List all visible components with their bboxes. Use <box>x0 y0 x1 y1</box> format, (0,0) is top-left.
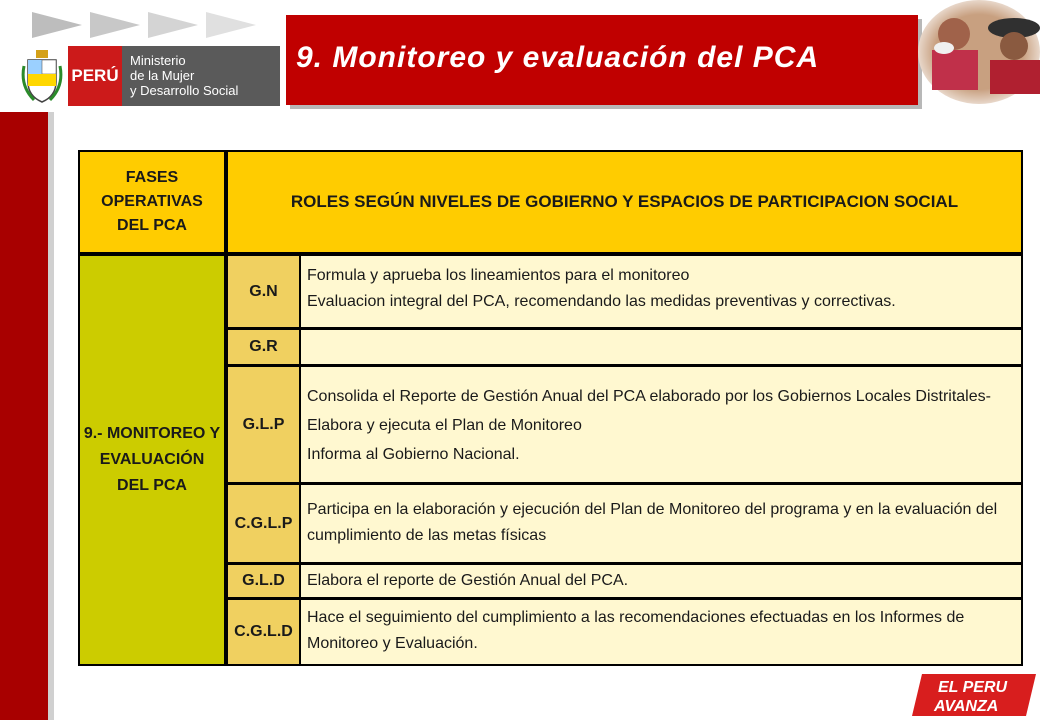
desc-cell-cglp <box>301 485 1021 562</box>
header-roles <box>228 152 1021 252</box>
desc-line: Consolida el Reporte de Gestión Anual del PCA elaborado por los Gobiernos Locales Distritales- <box>307 388 991 405</box>
ministry-name <box>122 46 280 106</box>
desc-cell-gr <box>301 330 1021 364</box>
desc-line: Hace el seguimiento del cumplimiento a las recomendaciones efectuadas en los Informes de <box>307 609 965 626</box>
header-roles-text: ROLES SEGÚN NIVELES DE GOBIERNO Y ESPACIOS DE PARTICIPACION SOCIAL <box>290 192 959 211</box>
desc-line: Informa al Gobierno Nacional. <box>307 446 520 463</box>
level-cell-cglp: C.G.L.P <box>228 485 299 562</box>
children-photo-icon <box>918 0 1040 104</box>
level-cell-gn: G.N <box>228 256 299 327</box>
desc-line: Elabora el reporte de Gestión Anual del PCA. <box>307 572 629 589</box>
peru-logo-text: PERÚ <box>68 46 122 106</box>
desc-cell-gld <box>301 565 1021 597</box>
level-cell-glp: G.L.P <box>228 367 299 482</box>
roles-table <box>78 150 1023 666</box>
header-fases-text: FASES OPERATIVAS DEL PCA <box>101 169 203 234</box>
level-cell-gld: G.L.D <box>228 565 299 597</box>
desc-line: Participa en la elaboración y ejecución del Plan de Monitoreo del programa y en la evaluación del <box>307 501 998 518</box>
ministry-line-1: Ministerio <box>130 53 186 68</box>
level-cell-gr: G.R <box>228 330 299 364</box>
desc-line: Formula y aprueba los lineamientos para el monitoreo <box>307 267 690 284</box>
desc-line: cumplimiento de las metas físicas <box>307 527 547 544</box>
left-decorative-shadow <box>48 112 54 720</box>
desc-line: Elabora y ejecuta el Plan de Monitoreo <box>307 417 582 434</box>
desc-line: Monitoreo y Evaluación. <box>307 635 478 652</box>
desc-cell-cgld <box>301 600 1021 664</box>
header-fases <box>80 152 224 252</box>
phase-label: 9.- MONITOREO Y EVALUACIÓN DEL PCA <box>83 425 221 494</box>
ministry-line-2: de la Mujer <box>130 68 195 83</box>
el-peru-avanza-logo <box>908 672 1038 718</box>
slogan-line-2: AVANZA <box>934 698 999 715</box>
page-title: 9. Monitoreo y evaluación del PCA <box>296 41 820 74</box>
title-bar <box>286 15 918 105</box>
desc-cell-gn <box>301 256 1021 327</box>
desc-line: Evaluacion integral del PCA, recomendando las medidas preventivas y correctivas. <box>307 293 896 310</box>
level-cell-cgld: C.G.L.D <box>228 600 299 664</box>
ministry-line-3: y Desarrollo Social <box>130 83 239 98</box>
slogan-line-1: EL PERU <box>938 679 1008 696</box>
coat-of-arms-icon <box>20 46 64 106</box>
desc-cell-glp <box>301 367 1021 482</box>
left-decorative-strip <box>0 112 48 720</box>
arrow-decoration-icon <box>32 12 262 38</box>
phase-cell <box>80 256 224 664</box>
